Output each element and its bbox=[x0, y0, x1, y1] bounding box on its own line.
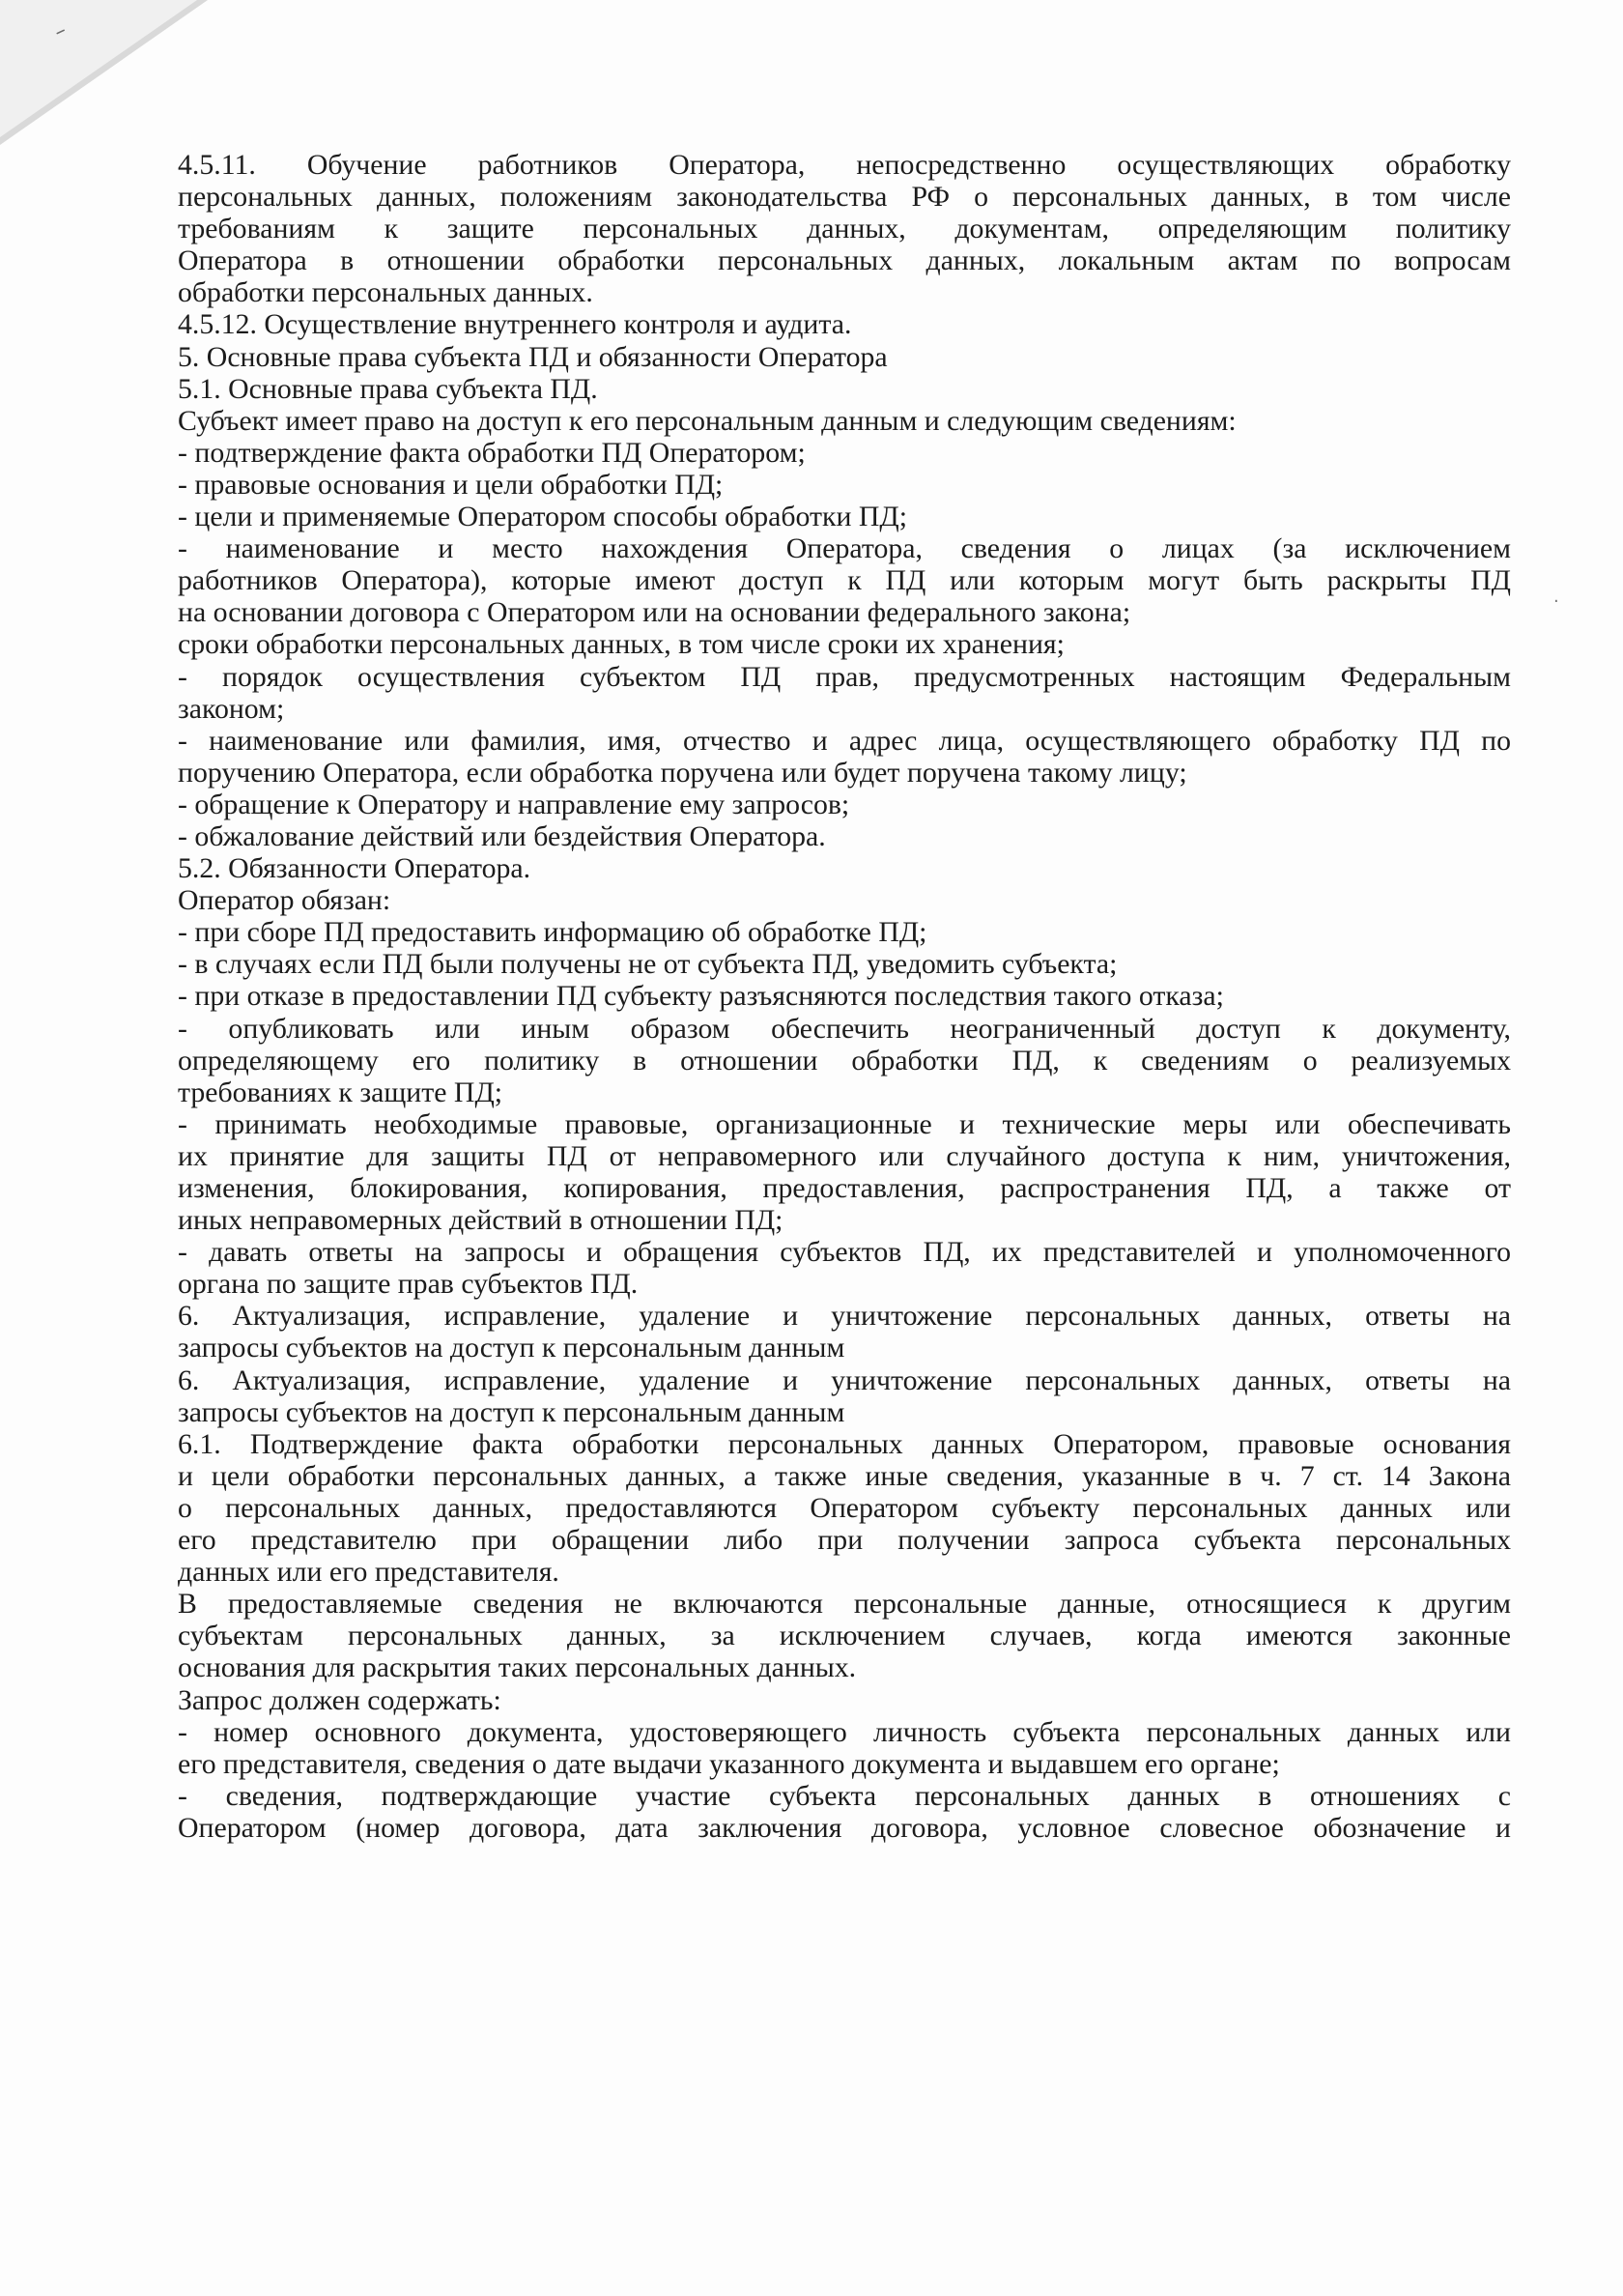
text-line: В предоставляемые сведения не включаются персональные данные, относящиеся к другим bbox=[178, 1588, 1511, 1621]
list-item: - цели и применяемые Оператором способы обработки ПД; bbox=[178, 501, 908, 533]
list-item: - обжалование действий или бездействия Оператора. bbox=[178, 819, 826, 852]
text-line: изменения, блокирования, копирования, предоставления, распространения ПД, а также от bbox=[178, 1172, 1511, 1204]
list-item: - номер основного документа, удостоверяющего личность субъекта персональных данных или bbox=[178, 1715, 1511, 1748]
section-heading: запросы субъектов на доступ к персональным данным bbox=[178, 1332, 845, 1364]
text-line: субъектам персональных данных, за исключением случаев, когда имеются законные bbox=[178, 1620, 1511, 1652]
scan-mark: – bbox=[50, 17, 71, 45]
subsection-heading: 5.1. Основные права субъекта ПД. bbox=[178, 372, 598, 405]
list-item: - правовые основания и цели обработки ПД; bbox=[178, 468, 724, 501]
text-line: органа по защите прав субъектов ПД. bbox=[178, 1268, 639, 1301]
text-line: основания для раскрытия таких персональных данных. bbox=[178, 1651, 857, 1684]
text-line: их принятие для защиты ПД от неправомерного или случайного доступа к ним, уничтожения, bbox=[178, 1139, 1511, 1172]
subsection-heading: 5.2. Обязанности Оператора. bbox=[178, 852, 531, 885]
text-line: законом; bbox=[178, 692, 285, 725]
text-line: Запрос должен содержать: bbox=[178, 1683, 501, 1716]
section-heading: 5. Основные права субъекта ПД и обязанности Оператора bbox=[178, 340, 888, 373]
list-item: - сведения, подтверждающие участие субъекта персональных данных в отношениях с bbox=[178, 1779, 1511, 1812]
text-line: и цели обработки персональных данных, а также иные сведения, указанные в ч. 7 ст. 14 Закона bbox=[178, 1459, 1511, 1492]
list-item: - в случаях если ПД были получены не от субъекта ПД, уведомить субъекта; bbox=[178, 948, 1118, 981]
list-item: - принимать необходимые правовые, организационные и технические меры или обеспечивать bbox=[178, 1107, 1511, 1140]
text-line: 4.5.11. Обучение работников Оператора, непосредственно осуществляющих обработку bbox=[178, 149, 1511, 181]
text-line: данных или его представителя. bbox=[178, 1556, 559, 1589]
list-item: сроки обработки персональных данных, в том числе сроки их хранения; bbox=[178, 628, 1065, 661]
text-line: его представителя, сведения о дате выдачи указанного документа и выдавшем его органе; bbox=[178, 1747, 1280, 1780]
text-line: Субъект имеет право на доступ к его персональным данным и следующим сведениям: bbox=[178, 404, 1237, 437]
section-heading: 6. Актуализация, исправление, удаление и уничтожение персональных данных, ответы на bbox=[178, 1300, 1511, 1333]
text-line: обработки персональных данных. bbox=[178, 276, 593, 309]
document-body bbox=[178, 149, 1511, 1844]
text-line: поручению Оператора, если обработка поручена или будет поручена такому лицу; bbox=[178, 756, 1187, 789]
list-item: - наименование и место нахождения Оператора, сведения о лицах (за исключением bbox=[178, 532, 1511, 565]
list-item: - порядок осуществления субъектом ПД прав, предусмотренных настоящим Федеральным bbox=[178, 660, 1511, 693]
list-item: - при отказе в предоставлении ПД субъекту разъясняются последствия такого отказа; bbox=[178, 980, 1224, 1013]
text-line: требованиях к защите ПД; bbox=[178, 1076, 503, 1108]
text-line: на основании договора с Оператором или на основании федерального закона; bbox=[178, 596, 1131, 629]
text-line: Оператора в отношении обработки персональных данных, локальным актам по вопросам bbox=[178, 244, 1511, 277]
list-item: - давать ответы на запросы и обращения субъектов ПД, их представителей и уполномоченного bbox=[178, 1236, 1511, 1269]
scan-speck: · bbox=[1553, 591, 1559, 612]
text-line: Оператор обязан: bbox=[178, 884, 391, 917]
list-item: - при сборе ПД предоставить информацию об обработке ПД; bbox=[178, 916, 927, 949]
list-item: - опубликовать или иным образом обеспечить неограниченный доступ к документу, bbox=[178, 1012, 1511, 1045]
section-heading: 6. Актуализация, исправление, удаление и уничтожение персональных данных, ответы на bbox=[178, 1363, 1511, 1396]
text-line: персональных данных, положениям законодательства РФ о персональных данных, в том числе bbox=[178, 181, 1511, 214]
text-line: Оператором (номер договора, дата заключения договора, условное словесное обозначение и bbox=[178, 1811, 1511, 1844]
folded-corner-inner bbox=[0, 0, 197, 137]
section-heading: запросы субъектов на доступ к персональным данным bbox=[178, 1395, 845, 1428]
text-line: о персональных данных, предоставляются Оператором субъекту персональных данных или bbox=[178, 1491, 1511, 1524]
text-line: определяющему его политику в отношении обработки ПД, к сведениям о реализуемых bbox=[178, 1044, 1511, 1076]
list-item: - наименование или фамилия, имя, отчество и адрес лица, осуществляющего обработку ПД по bbox=[178, 724, 1511, 757]
list-item: - подтверждение факта обработки ПД Оператором; bbox=[178, 436, 806, 469]
text-line: 6.1. Подтверждение факта обработки персональных данных Оператором, правовые основания bbox=[178, 1427, 1511, 1460]
text-line: работников Оператора), которые имеют доступ к ПД или которым могут быть раскрыты ПД bbox=[178, 564, 1511, 597]
list-item: - обращение к Оператору и направление ему запросов; bbox=[178, 788, 850, 820]
text-line: требованиям к защите персональных данных, документам, определяющим политику bbox=[178, 213, 1511, 245]
text-line: 4.5.12. Осуществление внутреннего контроля и аудита. bbox=[178, 308, 852, 341]
text-line: иных неправомерных действий в отношении ПД; bbox=[178, 1204, 783, 1237]
text-line: его представителю при обращении либо при получении запроса субъекта персональных bbox=[178, 1524, 1511, 1557]
